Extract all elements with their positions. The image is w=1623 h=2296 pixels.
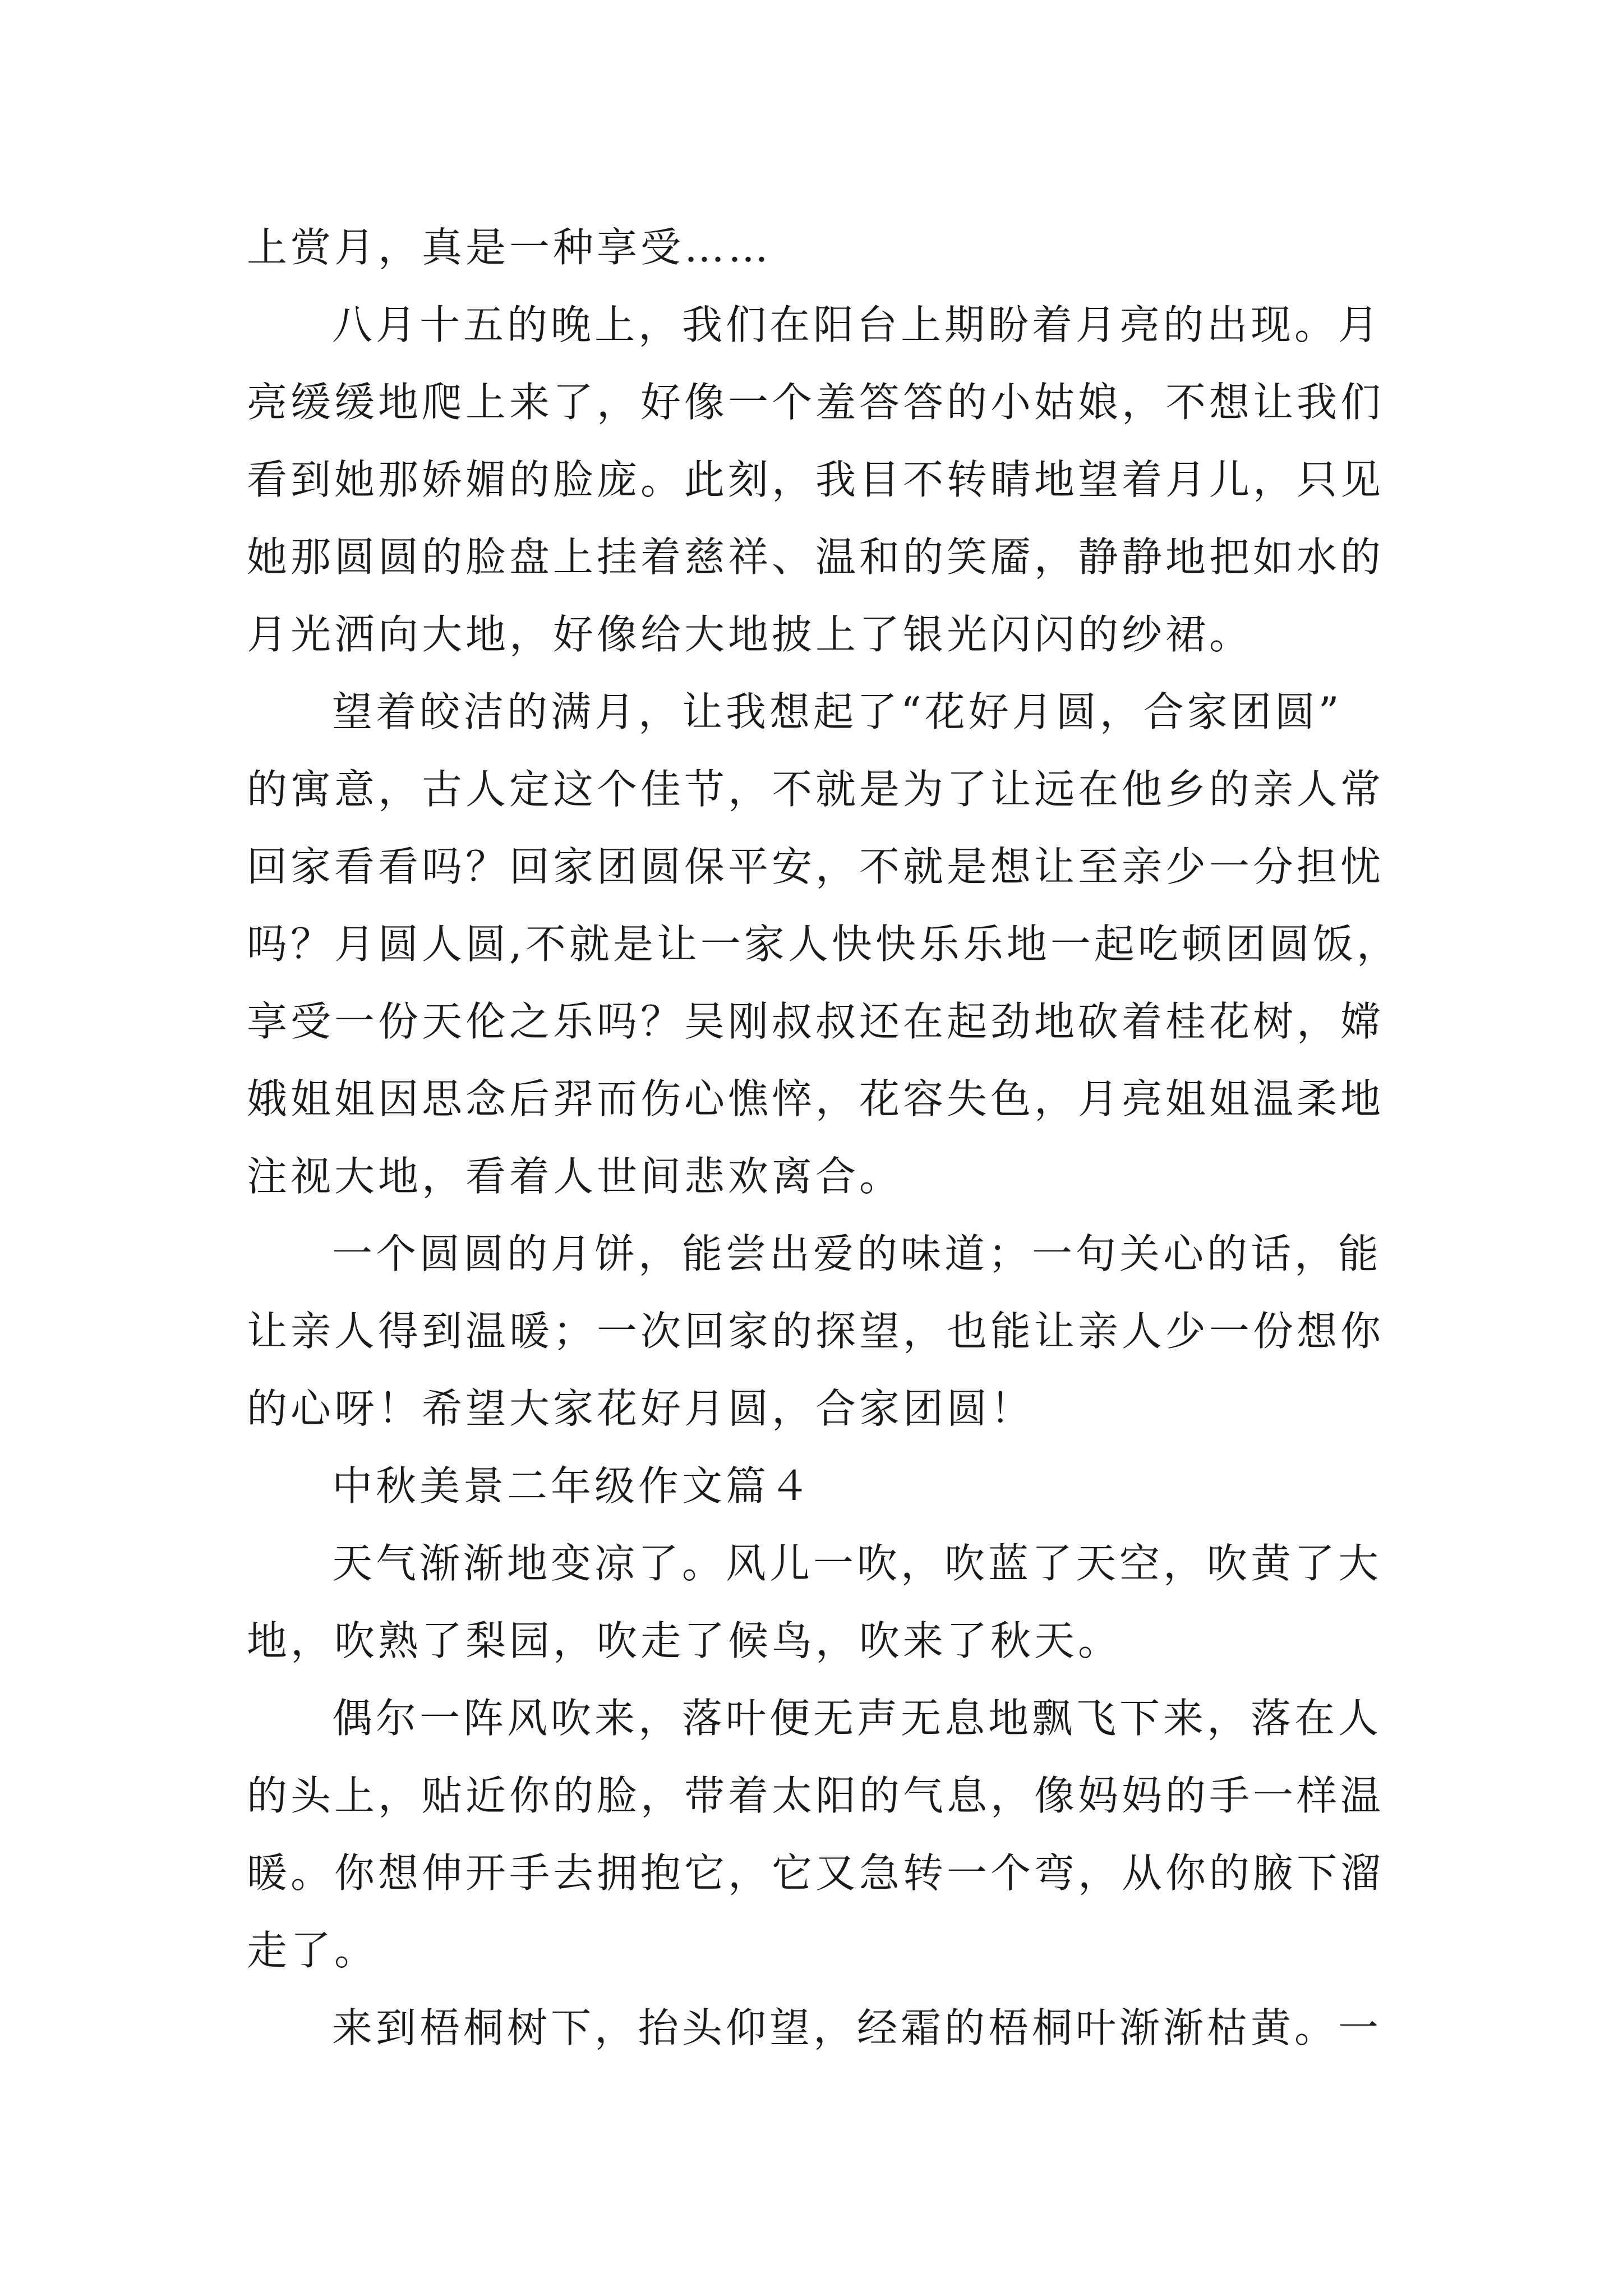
text-line: 注视大地，看着人世间悲欢离合。 [247, 1153, 903, 1200]
text-line: 让亲人得到温暖；一次回家的探望，也能让亲人少一份想你 [247, 1308, 1385, 1355]
text-line: 上赏月，真是一种享受…… [247, 224, 772, 271]
text-line: 地，吹熟了梨园，吹走了候鸟，吹来了秋天。 [247, 1617, 1122, 1664]
text-line: 的头上，贴近你的脸，带着太阳的气息，像妈妈的手一样温 [247, 1772, 1385, 1819]
text-line: 娥姐姐因思念后羿而伤心憔悴，花容失色，月亮姐姐温柔地 [247, 1075, 1385, 1122]
text-line: 回家看看吗？回家团圆保平安，不就是想让至亲少一分担忧 [247, 843, 1385, 890]
text-line: 来到梧桐树下，抬头仰望，经霜的梧桐叶渐渐枯黄。一 [332, 2004, 1382, 2051]
text-line: 望着皎洁的满月，让我想起了“花好月圆，合家团圆” [332, 688, 1343, 735]
text-line: 走了。 [247, 1927, 379, 1974]
text-line: 月光洒向大地，好像给大地披上了银光闪闪的纱裙。 [247, 611, 1253, 658]
text-line: 看到她那娇媚的脸庞。此刻，我目不转睛地望着月儿，只见 [247, 456, 1385, 503]
text-line: 的寓意，古人定这个佳节，不就是为了让远在他乡的亲人常 [247, 766, 1385, 813]
text-line: 暖。你想伸开手去拥抱它，它又急转一个弯，从你的腋下溜 [247, 1849, 1385, 1897]
text-line: 她那圆圆的脸盘上挂着慈祥、温和的笑靥，静静地把如水的 [247, 533, 1385, 581]
text-line: 八月十五的晚上，我们在阳台上期盼着月亮的出现。月 [332, 301, 1382, 348]
document-body [247, 209, 1400, 2067]
text-line: 亮缓缓地爬上来了，好像一个羞答答的小姑娘，不想让我们 [247, 379, 1385, 426]
text-line: 偶尔一阵风吹来，落叶便无声无息地飘飞下来，落在人 [332, 1695, 1382, 1742]
section-heading: 中秋美景二年级作文篇４ [332, 1462, 814, 1510]
text-line: 天气渐渐地变凉了。风儿一吹，吹蓝了天空，吹黄了大 [332, 1540, 1382, 1587]
text-line: 一个圆圆的月饼，能尝出爱的味道；一句关心的话，能 [332, 1230, 1382, 1277]
text-line: 吗？月圆人圆,不就是让一家人快快乐乐地一起吃顿团圆饭， [247, 921, 1400, 968]
text-line: 享受一份天伦之乐吗？吴刚叔叔还在起劲地砍着桂花树，嫦 [247, 998, 1385, 1045]
text-line: 的心呀！希望大家花好月圆，合家团圆！ [247, 1385, 1035, 1432]
